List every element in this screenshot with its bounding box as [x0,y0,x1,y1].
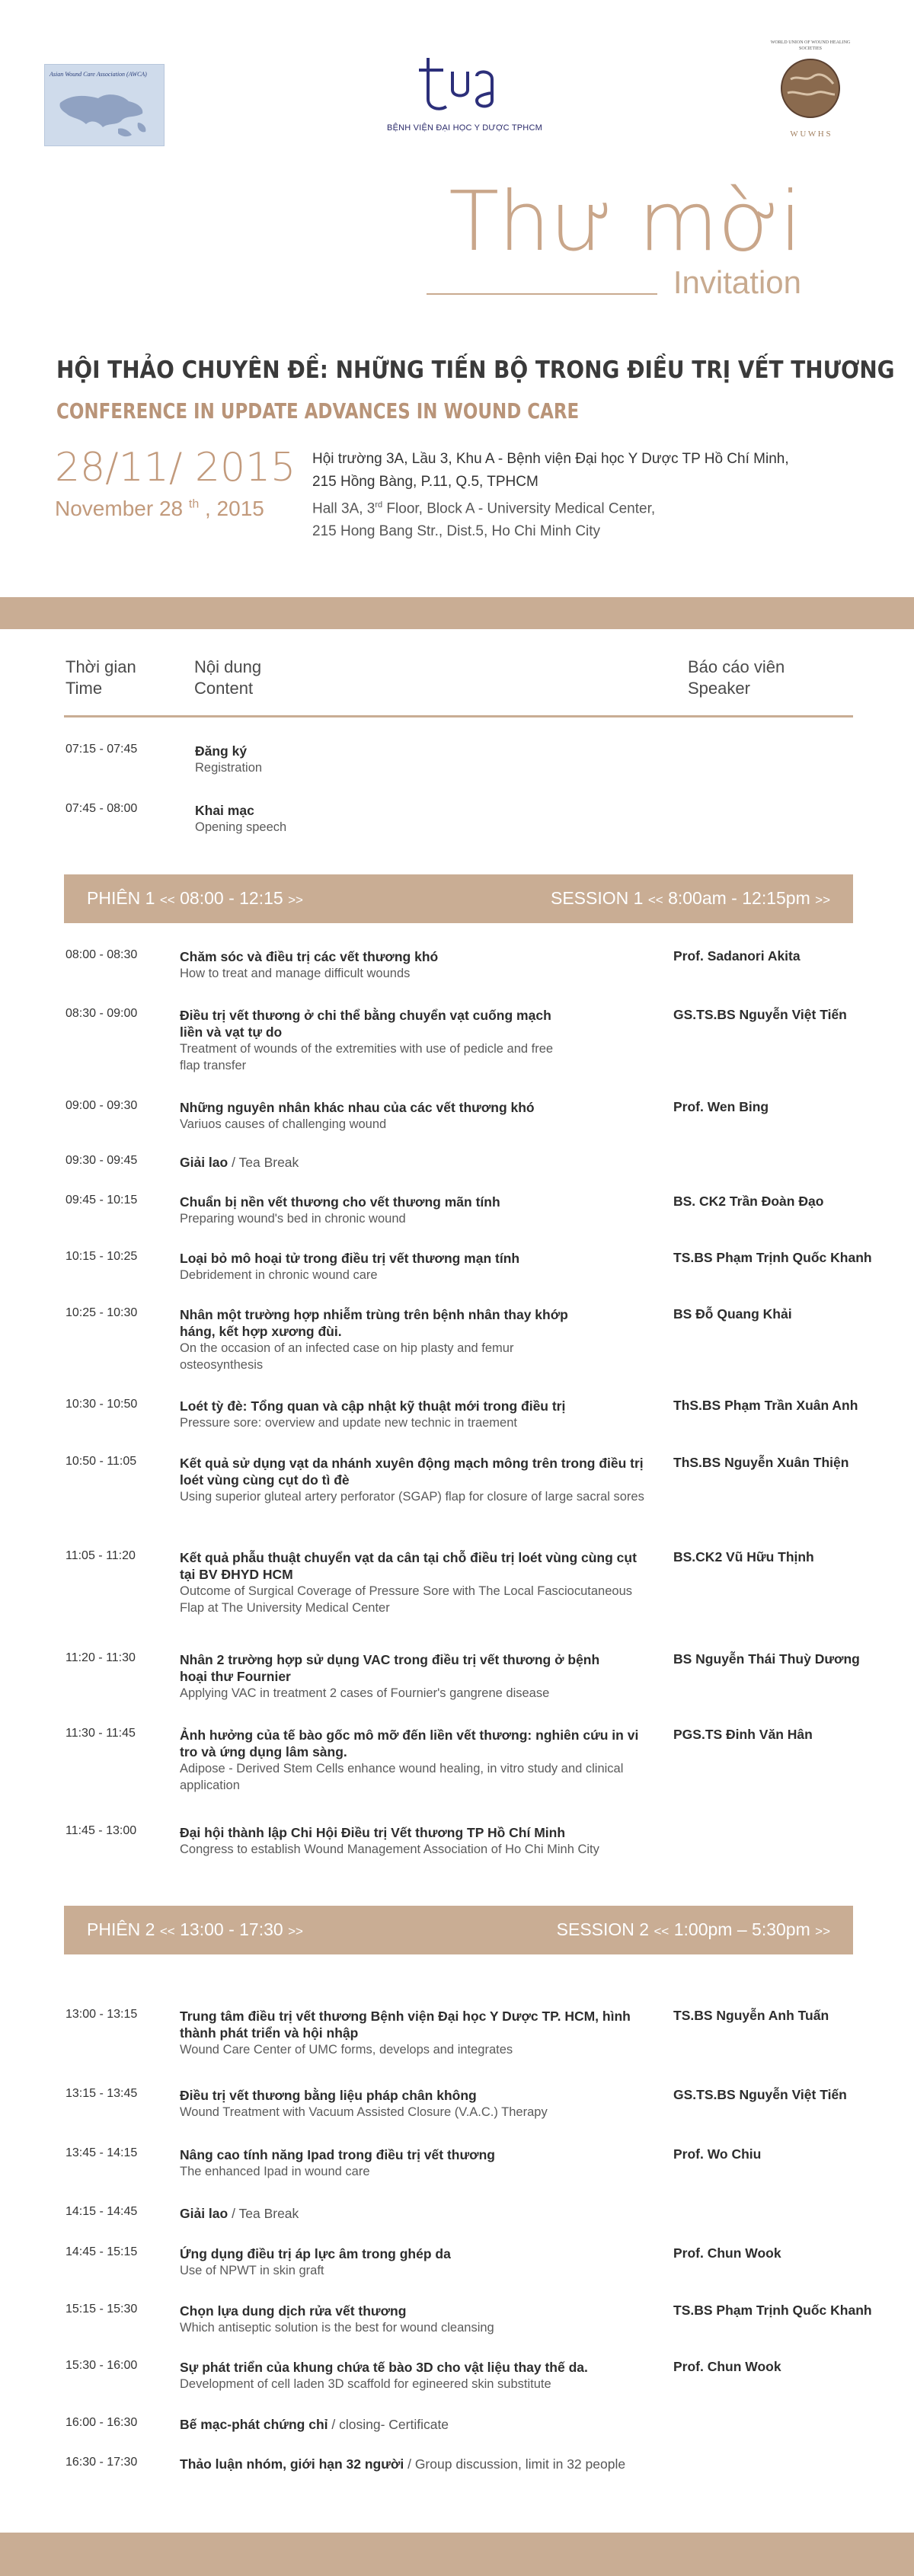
session-1-banner: PHIÊN 1 << 08:00 - 12:15 >> SESSION 1 << 8:00am - 12:15pm >> [64,874,853,923]
row-time: 13:00 - 13:15 [66,2008,138,2021]
venue-en-line-2: 215 Hong Bang Str., Dist.5, Ho Chi Minh City [312,523,601,540]
row-speaker: BS Đỗ Quang Khải [673,1306,792,1322]
row-title: Ứng dụng điều trị áp lực âm trong ghép da [180,2246,451,2261]
row-time: 14:45 - 15:15 [66,2245,138,2258]
row-title: Bế mạc-phát chứng chỉ / closing- Certificate [180,2417,449,2432]
row-title: Thảo luận nhóm, giới hạn 32 người / Group discussion, limit in 32 people [180,2456,626,2472]
row-title: Trung tâm điều trị vết thương Bệnh viện Đại học Y Dược TP. HCM, hình thành phát triển và hội nhập [180,2009,631,2041]
row-title: Nâng cao tính năng Ipad trong điều trị vết thương [180,2147,495,2162]
venue-vi-line-2: 215 Hồng Bàng, P.11, Q.5, TPHCM [312,474,538,490]
row-time: 08:30 - 09:00 [66,1007,138,1020]
row-speaker: BS.CK2 Vũ Hữu Thịnh [673,1549,814,1564]
row-time: 13:45 - 14:15 [66,2146,138,2159]
row-title: Đăng ký [195,743,248,759]
invitation-title-en: Invitation [673,264,801,300]
date-en: November 28 $^{th}$ , 2015 [55,497,264,520]
row-time: 08:00 - 08:30 [66,948,138,961]
row-title: Những nguyên nhân khác nhau của các vết thương khó [180,1100,535,1115]
title-divider [427,293,657,295]
row-speaker: Prof. Sadanori Akita [673,948,801,964]
row-title: Kết quả sử dụng vạt da nhánh xuyên động mạch mông trên trong điều trị loét vùng cùng cụt do tì đè [180,1456,644,1488]
row-title: Điều trị vết thương bằng liệu pháp chân không [180,2088,477,2103]
row-title: Loét tỳ đè: Tổng quan và cập nhật kỹ thuật mới trong điều trị [180,1398,566,1414]
row-time: 09:00 - 09:30 [66,1099,138,1112]
asia-map-icon [53,88,158,142]
row-subtitle: Pressure sore: overview and update new technic in traement [180,1416,517,1430]
row-subtitle: Use of NPWT in skin graft [180,2264,324,2277]
top-band [0,597,914,629]
conference-title-vi: HỘI THẢO CHUYÊN ĐỀ: NHỮNG TIẾN BỘ TRONG ĐIỀU TRỊ VẾT THƯƠNG [56,356,895,384]
row-title: Loại bỏ mô hoại tử trong điều trị vết thương mạn tính [180,1251,520,1266]
date-vi: 28/11/ 2015 [55,445,296,491]
row-title: Sự phát triển của khung chứa tế bào 3D cho vật liệu thay thế da. [180,2360,588,2375]
row-subtitle: On the occasion of an infected case on hip plasty and femur osteosynthesis [180,1341,514,1372]
venue-en-line-1: Hall 3A, 3rd Floor, Block A - University Medical Center, [312,500,656,517]
row-time: 16:30 - 17:30 [66,2456,138,2469]
conference-title-en: CONFERENCE IN UPDATE ADVANCES IN WOUND CARE [56,398,580,423]
row-speaker: Prof. Chun Wook [673,2359,781,2374]
umc-emblem-icon [413,53,516,122]
row-title: Giải lao / Tea Break [180,1155,299,1170]
row-time: 10:50 - 11:05 [66,1455,137,1468]
row-time: 14:15 - 14:45 [66,2205,138,2218]
header-divider [64,715,853,718]
row-speaker: BS. CK2 Trần Đoàn Đạo [673,1194,824,1209]
row-time: 11:30 - 11:45 [66,1727,136,1740]
row-subtitle: Variuos causes of challenging wound [180,1117,387,1131]
row-time: 10:30 - 10:50 [66,1398,138,1411]
globe-icon [778,56,842,120]
row-speaker: Prof. Wo Chiu [673,2146,762,2162]
wuwhs-logo-text: WORLD UNION OF WOUND HEALING SOCIETIES [770,40,851,51]
venue-vi-line-1: Hội trường 3A, Lầu 3, Khu A - Bệnh viện Đại học Y Dược TP Hồ Chí Minh, [312,451,789,467]
row-title: Giải lao / Tea Break [180,2206,299,2221]
row-title: Khai mạc [195,803,254,818]
row-time: 15:30 - 16:00 [66,2359,138,2372]
row-time: 07:15 - 07:45 [66,743,138,756]
row-title: Chọn lựa dung dịch rửa vết thương [180,2303,407,2319]
row-speaker: ThS.BS Phạm Trần Xuân Anh [673,1398,858,1413]
row-speaker: Prof. Wen Bing [673,1099,769,1114]
row-time: 15:15 - 15:30 [66,2303,138,2316]
row-title: Chuẩn bị nền vết thương cho vết thương mãn tính [180,1194,500,1210]
row-time: 16:00 - 16:30 [66,2416,138,2429]
row-time: 11:05 - 11:20 [66,1549,136,1562]
row-time: 10:25 - 10:30 [66,1306,138,1319]
row-speaker: PGS.TS Đinh Văn Hân [673,1727,813,1742]
wuwhs-logo [765,40,856,169]
awca-logo [44,64,165,146]
row-time: 11:45 - 13:00 [66,1824,137,1837]
venue [312,448,789,543]
row-speaker: TS.BS Phạm Trịnh Quốc Khanh [673,2303,872,2318]
row-speaker: TS.BS Nguyễn Anh Tuấn [673,2008,829,2023]
row-subtitle: Using superior gluteal artery perforator (SGAP) flap for closure of large sacral sores [180,1490,644,1504]
row-time: 09:45 - 10:15 [66,1194,138,1207]
row-subtitle: Opening speech [195,820,287,834]
row-subtitle: Adipose - Derived Stem Cells enhance wound healing, in vitro study and clinical application [180,1762,624,1792]
column-content-header: Nội dung Content [194,657,262,698]
row-time: 11:20 - 11:30 [66,1651,136,1664]
row-speaker: GS.TS.BS Nguyễn Việt Tiến [673,2087,847,2102]
row-subtitle: Treatment of wounds of the extremities with use of pedicle and free flap transfer [180,1042,554,1072]
row-subtitle: Wound Care Center of UMC forms, develops and integrates [180,2043,513,2057]
row-subtitle: Congress to establish Wound Management Association of Ho Chi Minh City [180,1843,599,1856]
row-title: Đại hội thành lập Chi Hội Điều trị Vết thương TP Hồ Chí Minh [180,1825,566,1840]
row-speaker: BS Nguyễn Thái Thuỳ Dương [673,1651,860,1667]
row-speaker: GS.TS.BS Nguyễn Việt Tiến [673,1007,847,1022]
umc-logo-text: BỆNH VIỆN ĐẠI HỌC Y DƯỢC TPHCM [387,123,542,133]
row-subtitle: Applying VAC in treatment 2 cases of Fournier's gangrene disease [180,1686,550,1700]
row-subtitle: Outcome of Surgical Coverage of Pressure Sore with The Local Fasciocutaneous Flap at The University Medical Center [180,1584,632,1615]
row-title: Nhân một trường hợp nhiễm trùng trên bệnh nhân thay khớp háng, kết hợp xương đùi. [180,1307,568,1339]
row-subtitle: Registration [195,761,263,775]
row-subtitle: Which antiseptic solution is the best for wound cleansing [180,2321,494,2335]
row-time: 13:15 - 13:45 [66,2087,138,2100]
row-subtitle: The enhanced Ipad in wound care [180,2165,370,2178]
row-time: 09:30 - 09:45 [66,1154,138,1167]
invitation-title-vi: Thư mời [449,174,801,270]
row-subtitle: Wound Treatment with Vacuum Assisted Closure (V.A.C.) Therapy [180,2105,548,2119]
row-subtitle: Debridement in chronic wound care [180,1268,378,1282]
row-title: Điều trị vết thương ở chi thể bằng chuyển vạt cuống mạch liền và vạt tự do [180,1008,551,1040]
row-time: 07:45 - 08:00 [66,802,138,815]
awca-logo-text: Asian Wound Care Association (AWCA) [50,71,147,78]
row-subtitle: Preparing wound's bed in chronic wound [180,1212,406,1226]
row-subtitle: Development of cell laden 3D scaffold for egineered skin substitute [180,2377,551,2391]
bottom-band [0,2533,914,2576]
umc-logo [358,53,571,145]
row-title: Kết quả phẫu thuật chuyển vạt da cân tại chỗ điều trị loét vùng cùng cụt tại BV ĐHYD HCM [180,1550,637,1582]
column-speaker-header: Báo cáo viên Speaker [688,657,785,698]
row-subtitle: How to treat and manage difficult wounds [180,967,411,980]
row-speaker: Prof. Chun Wook [673,2245,781,2261]
wuwhs-letters: W U W H S [790,129,831,139]
row-title: Nhân 2 trường hợp sử dụng VAC trong điều trị vết thương ở bệnh hoại thư Fournier [180,1652,600,1684]
row-time: 10:15 - 10:25 [66,1250,138,1263]
row-title: Chăm sóc và điều trị các vết thương khó [180,949,439,964]
row-speaker: TS.BS Phạm Trịnh Quốc Khanh [673,1250,872,1265]
column-time-header: Thời gian Time [66,657,136,698]
row-title: Ảnh hưởng của tế bào gốc mô mỡ đến liền vết thương: nghiên cứu in vi tro và ứng dụng lâm sàng. [180,1727,639,1759]
session-2-banner: PHIÊN 2 << 13:00 - 17:30 >> SESSION 2 << 1:00pm – 5:30pm >> [64,1906,853,1954]
row-speaker: ThS.BS Nguyễn Xuân Thiện [673,1455,849,1470]
